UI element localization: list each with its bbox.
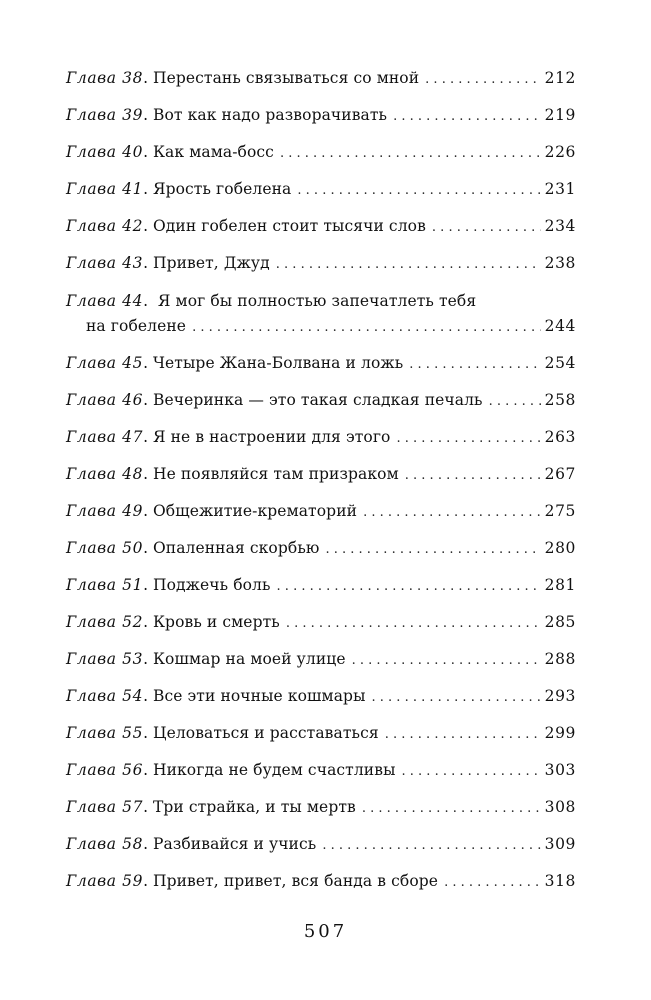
- dot-leader: [372, 679, 541, 716]
- dot-leader: [444, 864, 541, 901]
- chapter-title: Все эти ночные кошмары: [152, 687, 366, 705]
- dot-leader: [402, 753, 541, 790]
- toc-entry-39: Глава 39 . Вот как надо разворачивать . . . 219: [66, 97, 576, 134]
- chapter-title: Разбивайся и учись: [152, 835, 317, 853]
- chapter-title: Целоваться и расставаться: [152, 724, 379, 742]
- toc-entry-40: Глава 40 . Как мама-босс . . . 226: [66, 134, 576, 171]
- chapter-label: Глава 38: [66, 69, 144, 87]
- dot-leader: [325, 531, 540, 568]
- page-number: 303: [544, 761, 576, 779]
- page-number: 308: [544, 798, 576, 816]
- toc-entry-59: Глава 59 . Привет, привет, вся банда в сборе . . . 318: [66, 863, 576, 900]
- table-of-contents: [66, 60, 576, 900]
- page-number: 226: [544, 143, 576, 161]
- chapter-title: Общежитие-крематорий: [152, 502, 358, 520]
- chapter-title: Три страйка, и ты мертв: [152, 798, 356, 816]
- toc-entry-46: Глава 46 . Вечеринка — это такая сладкая печаль . . . 258: [66, 382, 576, 419]
- chapter-title: Кошмар на моей улице: [152, 650, 346, 668]
- page-number: 280: [544, 539, 576, 557]
- chapter-label: Глава 56: [66, 761, 144, 779]
- toc-entry-55: Глава 55 . Целоваться и расставаться . . . 299: [66, 715, 576, 752]
- toc-entry-44: Глава 44. Я мог бы полностью запечатлеть тебя на гобелене . . . 244: [66, 282, 576, 347]
- page-number: 254: [544, 354, 576, 372]
- dot-leader: [432, 209, 541, 246]
- chapter-title: Опаленная скорбью: [152, 539, 320, 557]
- page-number: 238: [544, 254, 576, 272]
- toc-entry-51: Глава 51 . Поджечь боль . . . 281: [66, 567, 576, 604]
- page-number: 318: [544, 872, 576, 890]
- dot-leader: [397, 420, 541, 457]
- chapter-label: Глава 54: [66, 687, 144, 705]
- toc-entry-41: Глава 41 . Ярость гобелена . . . 231: [66, 171, 576, 208]
- chapter-label: Глава 46: [66, 391, 144, 409]
- chapter-label: Глава 52: [66, 613, 144, 631]
- chapter-label: Глава 55: [66, 724, 144, 742]
- dot-leader: [385, 716, 541, 753]
- page-number: 281: [544, 576, 576, 594]
- chapter-label: Глава 50: [66, 539, 144, 557]
- page-number: 212: [544, 69, 576, 87]
- page-number: 285: [544, 613, 576, 631]
- chapter-title: Вечеринка — это такая сладкая печаль: [152, 391, 483, 409]
- chapter-label: Глава 47: [66, 428, 144, 446]
- chapter-title: Перестань связываться со мной: [152, 69, 420, 87]
- dot-leader: [277, 568, 541, 605]
- chapter-label: Глава 53: [66, 650, 144, 668]
- dot-leader: [362, 790, 541, 827]
- toc-entry-49: Глава 49 . Общежитие-крематорий . . . 275: [66, 493, 576, 530]
- dot-leader: [286, 605, 541, 642]
- page-number: 299: [544, 724, 576, 742]
- toc-entry-43: Глава 43 . Привет, Джуд . . . 238: [66, 245, 576, 282]
- page-number: 244: [544, 317, 576, 335]
- dot-leader: [352, 642, 541, 679]
- chapter-title: Один гобелен стоит тысячи слов: [152, 217, 426, 235]
- chapter-label: Глава 51: [66, 576, 144, 594]
- chapter-title-continuation: на гобелене: [86, 317, 187, 335]
- chapter-title: Не появляйся там призраком: [152, 465, 399, 483]
- toc-entry-57: Глава 57 . Три страйка, и ты мертв . . . 308: [66, 789, 576, 826]
- dot-leader: [409, 346, 540, 383]
- toc-entry-58: Глава 58 . Разбивайся и учись . . . 309: [66, 826, 576, 863]
- chapter-title: Привет, привет, вся банда в сборе: [152, 872, 439, 890]
- dot-leader: [425, 61, 540, 98]
- toc-entry-52: Глава 52 . Кровь и смерть . . . 285: [66, 604, 576, 641]
- chapter-title: Никогда не будем счастливы: [152, 761, 396, 779]
- chapter-label: Глава 42: [66, 217, 144, 235]
- chapter-title: Кровь и смерть: [152, 613, 280, 631]
- dot-leader: [276, 246, 541, 283]
- chapter-label: Глава 43: [66, 254, 144, 272]
- page-number: 219: [544, 106, 576, 124]
- chapter-label: Глава 41: [66, 180, 144, 198]
- page-number: 275: [544, 502, 576, 520]
- toc-entry-48: Глава 48 . Не появляйся там призраком . . . 267: [66, 456, 576, 493]
- chapter-title: Я не в настроении для этого: [152, 428, 391, 446]
- toc-entry-38: Глава 38 . Перестань связываться со мной . . . 212: [66, 60, 576, 97]
- dot-leader: [393, 98, 541, 135]
- dot-leader: [363, 494, 541, 531]
- chapter-title: Я мог бы полностью запечатлеть тебя: [157, 292, 477, 310]
- folio-page-number: 507: [303, 921, 348, 942]
- page-number: 234: [544, 217, 576, 235]
- page-number: 263: [544, 428, 576, 446]
- toc-entry-53: Глава 53 . Кошмар на моей улице . . . 288: [66, 641, 576, 678]
- chapter-title: Вот как надо разворачивать: [152, 106, 388, 124]
- chapter-title: Четыре Жана-Болвана и ложь: [152, 354, 404, 372]
- chapter-label: Глава 57: [66, 798, 144, 816]
- page-number: 288: [544, 650, 576, 668]
- chapter-title: Поджечь боль: [152, 576, 271, 594]
- dot-leader: [192, 315, 541, 340]
- page-number: 293: [544, 687, 576, 705]
- toc-entry-54: Глава 54 . Все эти ночные кошмары . . . 293: [66, 678, 576, 715]
- toc-entry-42: Глава 42 . Один гобелен стоит тысячи слов . . . 234: [66, 208, 576, 245]
- chapter-title: Как мама-босс: [152, 143, 274, 161]
- page-number: 309: [544, 835, 576, 853]
- chapter-label: Глава 40: [66, 143, 144, 161]
- chapter-label: Глава 49: [66, 502, 144, 520]
- chapter-label: Глава 39: [66, 106, 144, 124]
- chapter-label: Глава 44: [66, 292, 144, 310]
- chapter-label: Глава 58: [66, 835, 144, 853]
- dot-leader: [489, 383, 541, 420]
- dot-leader: [405, 457, 541, 494]
- dot-leader: [297, 172, 540, 209]
- dot-leader: [280, 135, 541, 172]
- chapter-label: Глава 48: [66, 465, 144, 483]
- chapter-label: Глава 59: [66, 872, 144, 890]
- chapter-label: Глава 45: [66, 354, 144, 372]
- toc-entry-47: Глава 47 . Я не в настроении для этого . . . 263: [66, 419, 576, 456]
- dot-leader: [322, 827, 540, 864]
- toc-entry-50: Глава 50 . Опаленная скорбью . . . 280: [66, 530, 576, 567]
- page-number: 231: [544, 180, 576, 198]
- toc-entry-56: Глава 56 . Никогда не будем счастливы . . . 303: [66, 752, 576, 789]
- chapter-title: Привет, Джуд: [152, 254, 270, 272]
- page-number: 267: [544, 465, 576, 483]
- chapter-title: Ярость гобелена: [152, 180, 292, 198]
- page-number: 258: [544, 391, 576, 409]
- toc-entry-45: Глава 45 . Четыре Жана-Болвана и ложь . . . 254: [66, 345, 576, 382]
